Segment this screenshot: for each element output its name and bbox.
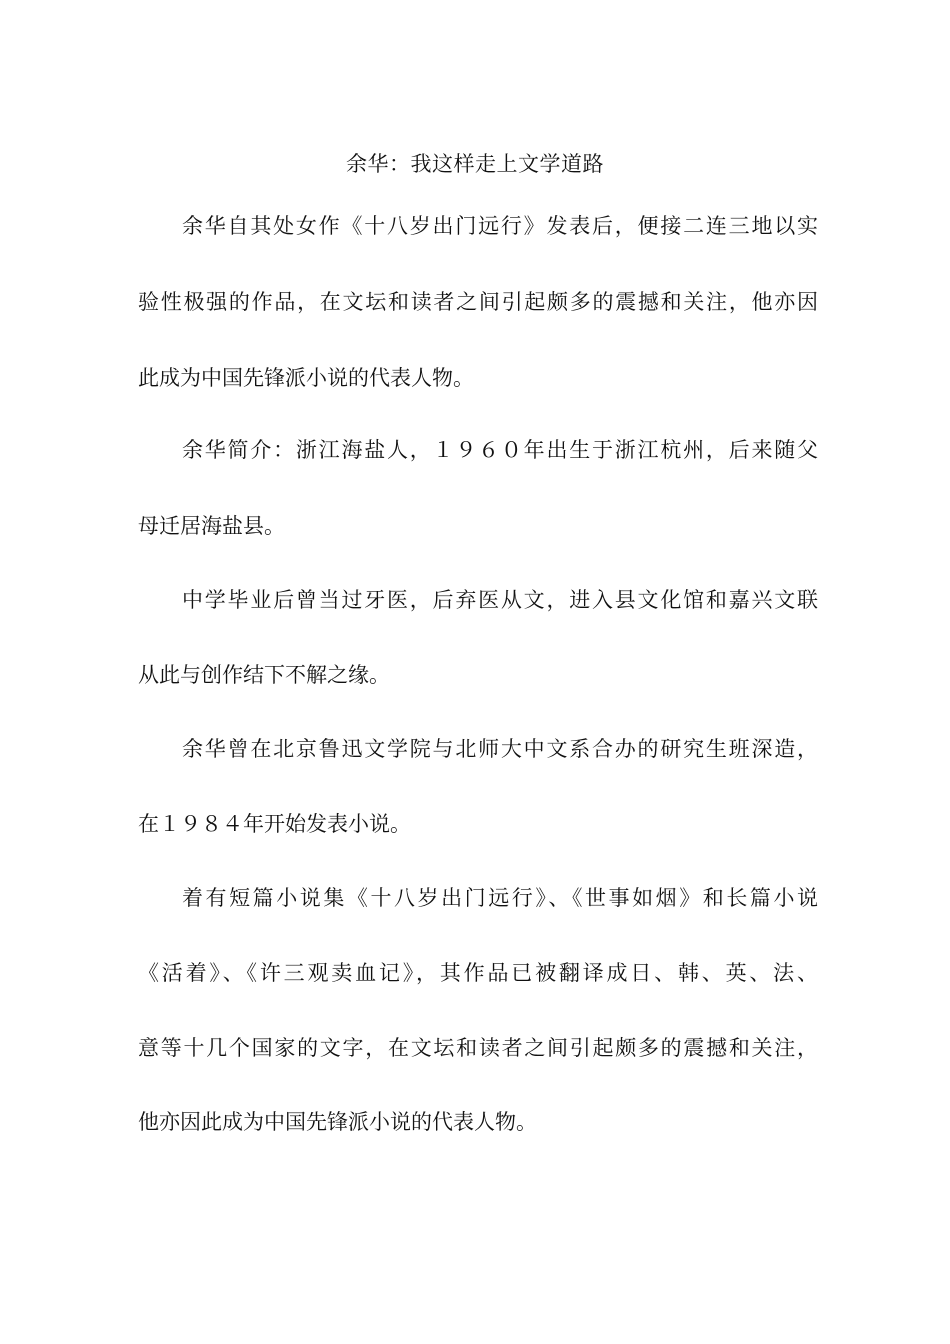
paragraph-line: 在１９８４年开始发表小说。 [138, 812, 411, 836]
paragraph-line: 着有短篇小说集《十八岁出门远行》、《世事如烟》和长篇小说 [182, 886, 818, 910]
paragraph-line: 余华自其处女作《十八岁出门远行》发表后，便接二连三地以实 [182, 214, 818, 238]
paragraph-line: 他亦因此成为中国先锋派小说的代表人物。 [138, 1110, 537, 1134]
paragraph-line: 中学毕业后曾当过牙医，后弃医从文，进入县文化馆和嘉兴文联 [182, 588, 818, 612]
paragraph-line: 从此与创作结下不解之缘。 [138, 663, 390, 687]
paragraph-line: 验性极强的作品，在文坛和读者之间引起颇多的震撼和关注，他亦因 [138, 290, 818, 314]
document-title: 余华：我这样走上文学道路 [346, 152, 604, 176]
paragraph-line: 余华简介：浙江海盐人，１９６０年出生于浙江杭州，后来随父 [182, 438, 818, 462]
paragraph-line: 母迁居海盐县。 [138, 514, 285, 538]
paragraph-line: 《活着》、《许三观卖血记》，其作品已被翻译成日、韩、英、法、 [138, 961, 818, 985]
paragraph-line: 余华曾在北京鲁迅文学院与北师大中文系合办的研究生班深造， [182, 737, 818, 761]
paragraph-line: 此成为中国先锋派小说的代表人物。 [138, 366, 474, 390]
paragraph-line: 意等十几个国家的文字，在文坛和读者之间引起颇多的震撼和关注， [138, 1036, 818, 1060]
